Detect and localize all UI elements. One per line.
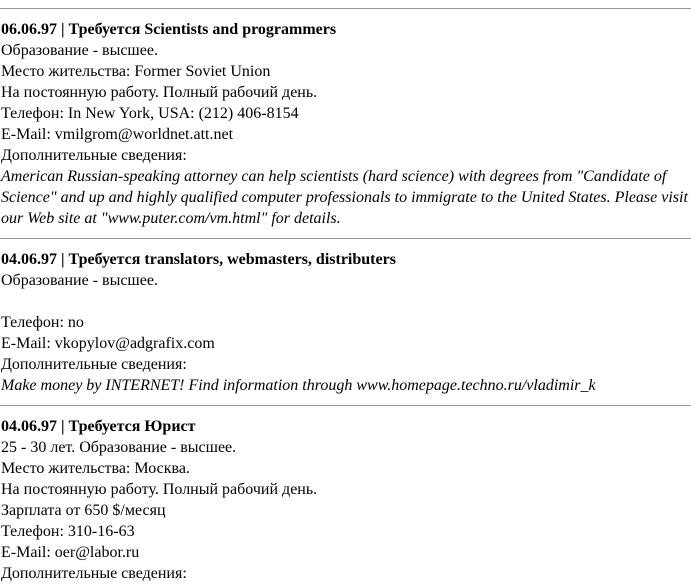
listing-title: Требуется translators, webmasters, distributers (68, 251, 396, 268)
email-address: oer@labor.ru (54, 544, 140, 561)
listing (0, 8, 691, 229)
blank-line (1, 291, 691, 312)
email-label: E-Mail: (1, 126, 55, 143)
heading-separator: | (57, 251, 69, 268)
listing-date: 04.06.97 (1, 251, 57, 268)
listing-heading (1, 19, 691, 40)
salary-line: Зарплата от 650 $/месяц (1, 502, 166, 519)
listing-body (0, 416, 691, 584)
listing-body (0, 249, 691, 396)
email-line (1, 333, 691, 354)
email-address: vmilgrom@worldnet.att.net (54, 126, 234, 143)
phone-line: Телефон: 310-16-63 (1, 523, 135, 540)
divider (0, 8, 691, 9)
residence-line: Место жительства: Former Soviet Union (1, 63, 271, 80)
education-line: 25 - 30 лет. Образование - высшее. (1, 439, 237, 456)
notes-label: Дополнительные сведения: (1, 147, 187, 164)
heading-separator: | (57, 21, 69, 38)
notes-text: Make money by INTERNET! Find information through www.homepage.techno.ru/vladimir_k (1, 377, 596, 394)
listing-heading (1, 416, 691, 437)
listing-title: Требуется Юрист (68, 418, 196, 435)
email-address: vkopylov@adgrafix.com (54, 335, 215, 352)
listing-date: 06.06.97 (1, 21, 57, 38)
email-label: E-Mail: (1, 335, 55, 352)
email-line (1, 124, 691, 145)
listing (0, 405, 691, 584)
residence-line: Место жительства: Москва. (1, 460, 190, 477)
listing-title: Требуется Scientists and programmers (68, 21, 337, 38)
employment-line: На постоянную работу. Полный рабочий день. (1, 481, 318, 498)
email-label: E-Mail: (1, 544, 55, 561)
notes-label: Дополнительные сведения: (1, 565, 187, 582)
employment-line: На постоянную работу. Полный рабочий день. (1, 84, 318, 101)
listing-body (0, 19, 691, 229)
divider (0, 405, 691, 406)
notes-text: American Russian-speaking attorney can help scientists (hard science) with degrees from "Candidate of Science" and up and highly qualified computer professionals to immigrate to the United States. Please visit our Web site at "www.puter.com/vm.html" for details. (1, 168, 688, 227)
education-line: Образование - высшее. (1, 272, 158, 289)
email-line (1, 542, 691, 563)
listing-heading (1, 249, 691, 270)
heading-separator: | (57, 418, 69, 435)
notes-label: Дополнительные сведения: (1, 356, 187, 373)
listing (0, 238, 691, 396)
listing-date: 04.06.97 (1, 418, 57, 435)
phone-line: Телефон: no (1, 314, 84, 331)
phone-line: Телефон: In New York, USA: (212) 406-8154 (1, 105, 299, 122)
education-line: Образование - высшее. (1, 42, 158, 59)
divider (0, 238, 691, 239)
